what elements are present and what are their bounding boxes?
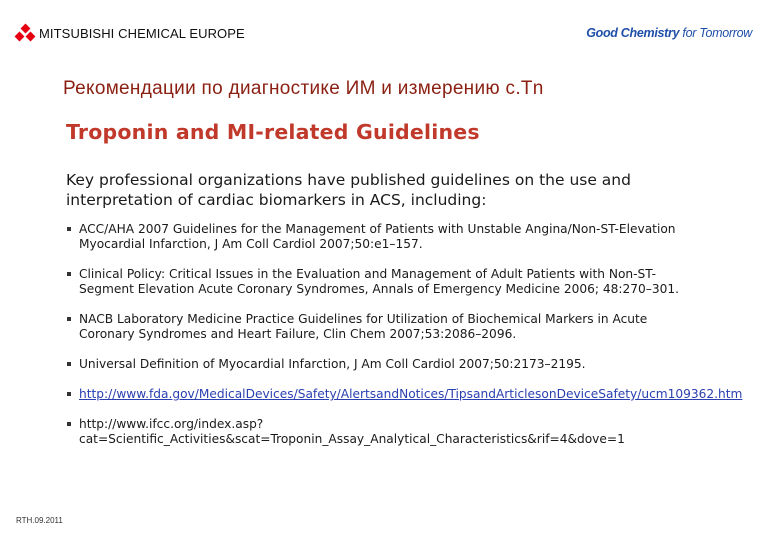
reference-item: Clinical Policy: Critical Issues in the Evaluation and Management of Adult Patients with Non-ST-Segment Elevation Acute Coronary Syndromes, Annals of Emergency Medicine 2006; 48:270–301. [66,267,706,297]
reference-link-item[interactable] [66,387,743,402]
content-heading: Troponin and MI-related Guidelines [66,120,480,144]
mitsubishi-diamonds-icon [16,25,34,41]
reference-item: NACB Laboratory Medicine Practice Guidelines for Utilization of Biochemical Markers in Acute Coronary Syndromes and Heart Failure, Clin Chem 2007;53:2086–2096. [66,312,706,342]
fda-link[interactable]: http://www.fda.gov/MedicalDevices/Safety/AlertsandNotices/TipsandArticlesonDeviceSafety/ucm109362.htm [79,387,743,401]
footer-date: RTH.09.2011 [16,516,63,525]
slide-title: Рекомендации по диагностике ИМ и измерению с.Tn [63,78,544,99]
company-name: MITSUBISHI CHEMICAL EUROPE [39,25,245,41]
reference-item: ACC/AHA 2007 Guidelines for the Management of Patients with Unstable Angina/Non-ST-Elevation Myocardial Infarction, J Am Coll Cardiol 2007;50:e1–157. [66,222,706,252]
slide-content [66,120,743,462]
tagline-rest: for Tomorrow [679,26,752,40]
tagline-logo [586,26,752,40]
reference-item: http://www.ifcc.org/index.asp?cat=Scientific_Activities&scat=Troponin_Assay_Analytical_Characteristics&rif=4&dove=1 [66,417,706,447]
reference-item: Universal Definition of Myocardial Infarction, J Am Coll Cardiol 2007;50:2173–2195. [66,357,706,372]
company-logo [16,25,245,41]
intro-text: Key professional organizations have published guidelines on the use and interpretation of cardiac biomarkers in ACS, including: [66,171,631,209]
reference-list [66,222,743,447]
tagline-bold: Good Chemistry [586,26,680,40]
